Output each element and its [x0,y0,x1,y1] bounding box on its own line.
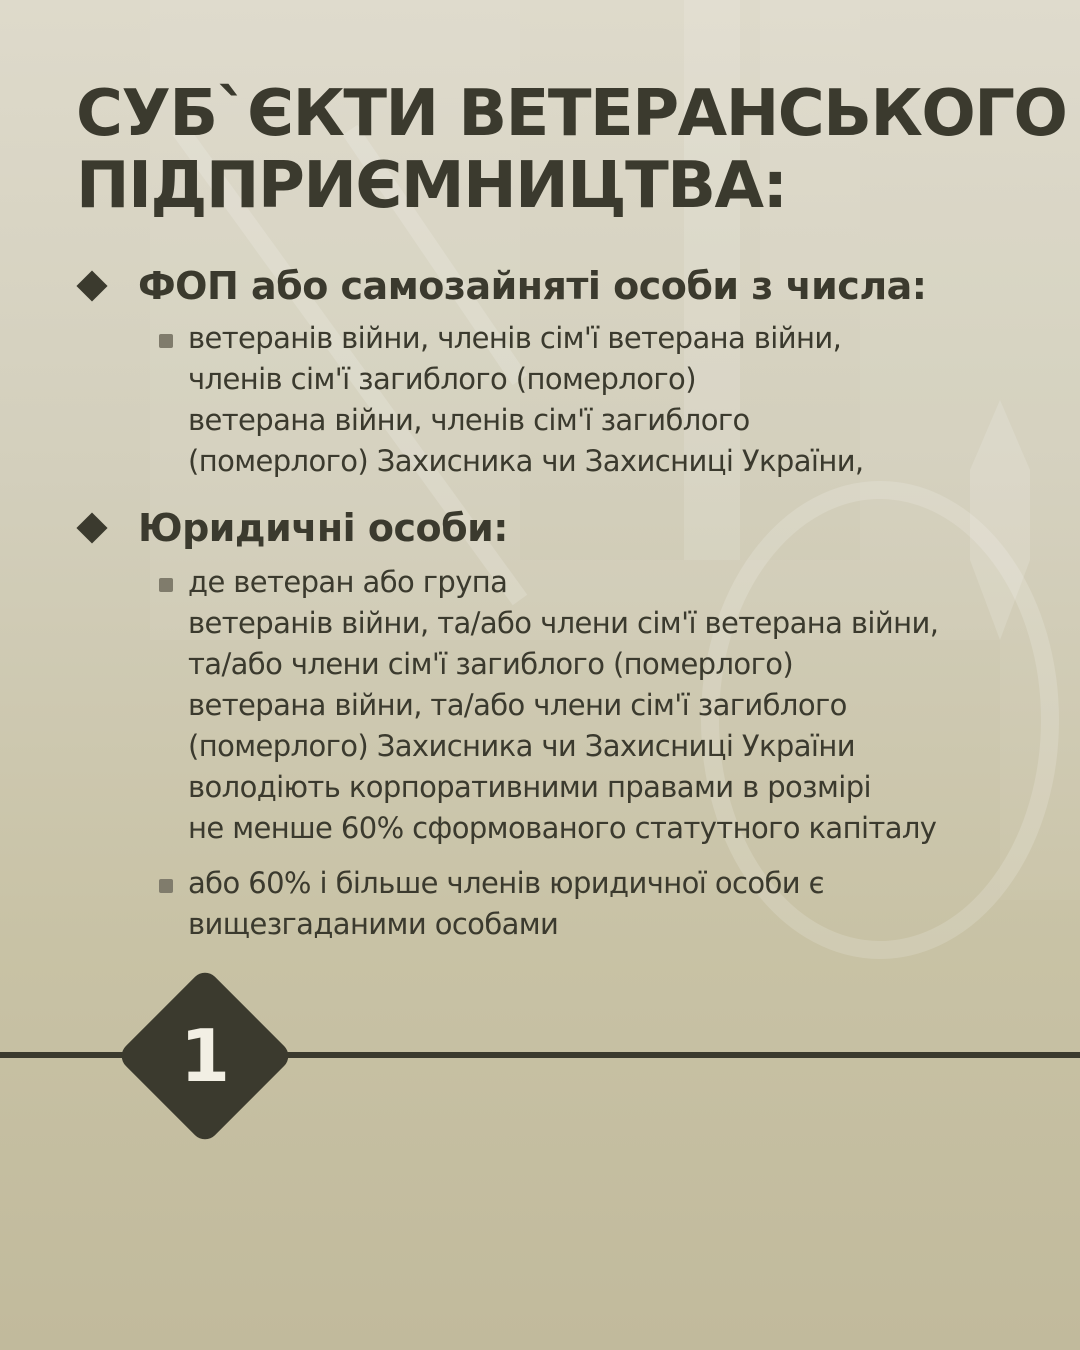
square-bullet-icon [159,334,173,348]
list-item-line: не менше 60% сформованого статутного капіталу [188,811,937,845]
page-number: 1 [179,1014,231,1098]
list-item-line: ветеранів війни, та/або члени сім'ї ветерана війни, [188,606,939,640]
list-item-line: або 60% і більше членів юридичної особи є [188,866,824,900]
list-item-line: ветерана війни, членів сім'ї загиблого [188,403,750,437]
list-item-line: ветерана війни, та/або члени сім'ї загиблого [188,688,847,722]
list-item-line: вищезгаданими особами [188,907,559,941]
list-item-line: ветеранів війни, членів сім'ї ветерана війни, [188,321,842,355]
list-item-text [188,562,1066,849]
list-item-line: членів сім'ї загиблого (померлого) [188,362,696,396]
list-item-line: володіють корпоративними правами в розмірі [188,770,871,804]
list-item [156,562,1066,849]
diamond-bullet-icon [76,270,107,301]
list-item-text [188,863,1066,945]
square-bullet-icon [159,879,173,893]
page-title [76,78,1066,222]
section-heading: Юридичні особи: [138,506,508,550]
section-heading: ФОП або самозайняті особи з числа: [138,264,927,308]
section-fop [76,262,1066,482]
title-line-1: СУБ`ЄКТИ ВЕТЕРАНСЬКОГО [76,77,1067,151]
section-heading-row [76,504,1066,560]
list-item [156,318,1066,482]
list-item-line: де ветеран або група [188,565,508,599]
square-bullet-icon [159,578,173,592]
list-item-line: (померлого) Захисника чи Захисниці України [188,729,855,763]
section-legal-entities [76,504,1066,945]
diamond-bullet-icon [76,512,107,543]
title-line-2: ПІДПРИЄМНИЦТВА: [76,149,787,223]
list-item-text [188,318,1066,482]
list-item [156,863,1066,945]
list-item-line: та/або члени сім'ї загиблого (померлого) [188,647,794,681]
list-item-line: (померлого) Захисника чи Захисниці України, [188,444,864,478]
section-heading-row [76,262,1066,318]
